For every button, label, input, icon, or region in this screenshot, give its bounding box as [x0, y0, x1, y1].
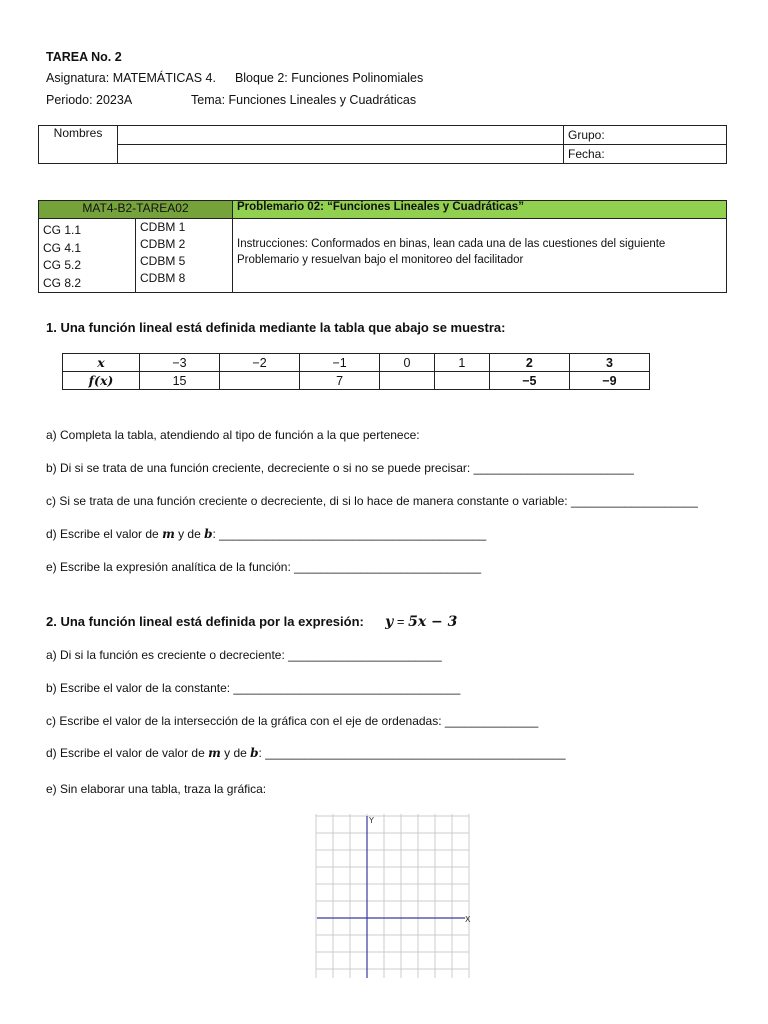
q2-expr-eq: =	[393, 614, 409, 629]
cdbm-list	[136, 219, 233, 293]
coordinate-grid[interactable]	[315, 812, 475, 980]
fx-row	[63, 372, 650, 390]
x-axis-label: X	[465, 915, 471, 924]
x-cell: 3	[569, 354, 649, 372]
q2-expr-y: y	[385, 614, 394, 630]
q1-a: a) Completa la tabla, atendiendo al tipo de función a la que pertenece:	[46, 428, 420, 442]
fx-cell[interactable]: −5	[489, 372, 569, 390]
period: Periodo: 2023A	[46, 93, 133, 107]
fx-cell[interactable]: 15	[140, 372, 220, 390]
q2-e: e) Sin elaborar una tabla, traza la gráfica:	[46, 782, 267, 796]
q2-d-m: m	[208, 746, 221, 760]
cg-list	[39, 219, 136, 293]
period-line	[46, 92, 132, 108]
x-header: x	[63, 354, 140, 372]
cg-item: CG 8.2	[43, 275, 82, 290]
fx-cell[interactable]	[220, 372, 300, 390]
q1-d[interactable]	[46, 527, 486, 541]
problemario-title: Problemario 02: “Funciones Lineales y Cuadráticas”	[233, 201, 727, 219]
x-row	[63, 354, 650, 372]
q1-d-mid: y de	[174, 527, 205, 541]
instructions-line-1: Instrucciones: Conformados en binas, lean cada una de las cuestiones del siguiente	[237, 238, 666, 250]
q1-d-m: m	[162, 527, 175, 541]
q1-d-pre: d) Escribe el valor de	[46, 527, 163, 541]
x-cell: −3	[140, 354, 220, 372]
fx-header: f(x)	[63, 372, 140, 390]
fx-cell[interactable]	[434, 372, 489, 390]
x-cell: −2	[220, 354, 300, 372]
cdbm-item: CDBM 1	[140, 220, 186, 234]
q2-title-line	[46, 614, 457, 630]
cg-item: CG 4.1	[43, 240, 82, 255]
cdbm-item: CDBM 2	[140, 237, 186, 251]
q1-c[interactable]: c) Si se trata de una función creciente o decreciente, di si lo hace de manera constante o variable: ___________________	[46, 494, 698, 508]
q2-expr-rhs: 5x − 3	[408, 614, 458, 630]
names-field-2[interactable]	[118, 145, 564, 164]
subject: Asignatura: MATEMÁTICAS 4.	[46, 71, 216, 85]
q2-c[interactable]: c) Escribe el valor de la intersección de la gráfica con el eje de ordenadas: ______________	[46, 714, 539, 728]
values-table	[62, 353, 650, 390]
q2-d-post: : _____________________________________________	[258, 746, 566, 760]
instructions-line-2: Problemario y resuelvan bajo el monitoreo del facilitador	[237, 254, 524, 266]
q2-d[interactable]	[46, 746, 566, 760]
q2-d-mid: y de	[220, 746, 251, 760]
group-label[interactable]: Grupo:	[564, 126, 727, 145]
q2-a[interactable]: a) Di si la función es creciente o decreciente: _______________________	[46, 648, 442, 662]
q1-d-post: : ________________________________________	[212, 527, 487, 541]
cg-item: CG 1.1	[43, 223, 82, 237]
fx-cell[interactable]	[380, 372, 435, 390]
cdbm-item: CDBM 8	[140, 271, 186, 285]
q2-b[interactable]: b) Escribe el valor de la constante: __________________________________	[46, 681, 461, 695]
course-table	[38, 200, 727, 293]
q2-title: 2. Una función lineal está definida por la expresión:	[46, 614, 364, 629]
course-code: MAT4-B2-TAREA02	[39, 201, 233, 219]
instructions	[233, 219, 727, 293]
date-label[interactable]: Fecha:	[564, 145, 727, 164]
subject-line	[46, 70, 423, 86]
x-cell: 2	[489, 354, 569, 372]
y-axis-label: Y	[369, 816, 374, 825]
fx-cell[interactable]: −9	[569, 372, 649, 390]
names-table	[38, 125, 727, 164]
cdbm-item: CDBM 5	[140, 254, 186, 268]
block: Bloque 2: Funciones Polinomiales	[234, 71, 424, 85]
q1-d-b: b	[204, 527, 213, 541]
names-field-1[interactable]	[118, 126, 564, 145]
names-label: Nombres	[39, 126, 118, 164]
x-cell: 1	[434, 354, 489, 372]
q2-d-pre: d) Escribe el valor de valor de	[46, 746, 209, 760]
x-cell: 0	[380, 354, 435, 372]
topic: Tema: Funciones Lineales y Cuadráticas	[191, 93, 417, 107]
q1-e[interactable]: e) Escribe la expresión analítica de la función: ____________________________	[46, 560, 482, 574]
x-cell: −1	[300, 354, 380, 372]
q2-d-b: b	[250, 746, 259, 760]
grid-lines	[316, 814, 469, 978]
q1-title: 1. Una función lineal está definida mediante la tabla que abajo se muestra:	[46, 320, 506, 335]
q1-b[interactable]: b) Di si se trata de una función creciente, decreciente o si no se puede precisar: ________________________	[46, 461, 634, 475]
cg-item: CG 5.2	[43, 258, 82, 272]
assignment-title: TAREA No. 2	[46, 50, 122, 64]
fx-cell[interactable]: 7	[300, 372, 380, 390]
